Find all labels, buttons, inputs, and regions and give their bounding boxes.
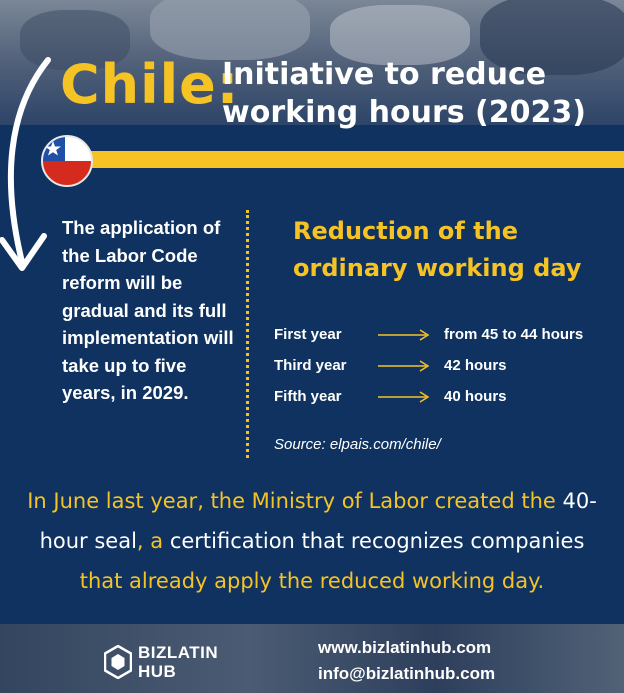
website-link[interactable]: www.bizlatinhub.com xyxy=(318,638,492,657)
reduction-title: Reduction of the ordinary working day xyxy=(293,217,582,282)
summary-highlight: certification that recognizes companies xyxy=(169,529,585,553)
logo-sub-text: HUB xyxy=(138,662,177,681)
year-label: Third year xyxy=(274,357,347,374)
summary-text xyxy=(20,481,604,601)
dotted-divider xyxy=(246,210,249,458)
logo-brand-text: BIZLATIN xyxy=(138,643,219,662)
arrow-right-icon xyxy=(378,391,430,403)
reduction-list xyxy=(274,322,614,415)
title-country: Chile: xyxy=(60,53,240,116)
hours-value: 40 hours xyxy=(444,388,507,405)
summary-part: In June last year, the Ministry of Labor created the xyxy=(27,489,563,513)
list-item xyxy=(274,384,614,415)
yellow-divider xyxy=(90,151,624,168)
list-item xyxy=(274,353,614,384)
photo-shape xyxy=(150,0,310,60)
hours-value: from 45 to 44 hours xyxy=(444,326,584,343)
year-label: Fifth year xyxy=(274,388,342,405)
year-label: First year xyxy=(274,326,342,343)
summary-part: , a xyxy=(136,529,170,553)
bizlatinhub-logo[interactable] xyxy=(104,643,234,683)
arrow-right-icon xyxy=(378,329,430,341)
chile-flag-icon xyxy=(40,134,94,188)
email-link[interactable]: info@bizlatinhub.com xyxy=(318,664,496,683)
list-item xyxy=(274,322,614,353)
source-citation: Source: elpais.com/chile/ xyxy=(274,436,441,453)
summary-part: that already apply the reduced working day. xyxy=(79,569,545,593)
arrow-right-icon xyxy=(378,360,430,372)
summary-highlight: 40-hour seal xyxy=(39,489,597,553)
page-title: Initiative to reduce working hours (2023) xyxy=(222,57,586,130)
hours-value: 42 hours xyxy=(444,357,507,374)
bizlatinhub-logo-icon xyxy=(104,645,132,679)
footer-bar xyxy=(0,624,624,693)
implementation-text: The application of the Labor Code reform will be gradual and its full implementation will take up to five years, in 2029. xyxy=(62,217,234,403)
